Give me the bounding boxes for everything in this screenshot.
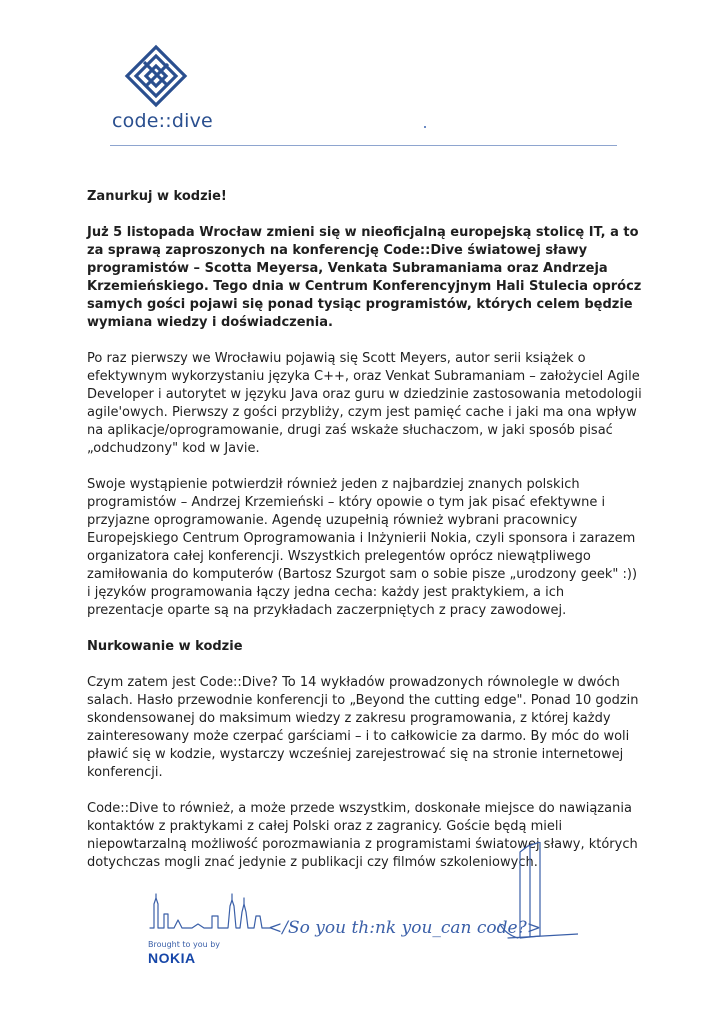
header-divider (110, 145, 617, 146)
footer-banner (148, 842, 578, 972)
paragraph-about: Czym zatem jest Code::Dive? To 14 wykładów prowadzonych równolegle w dwóch salach. Hasło przewodnie konferencji to „Beyond the cutting edge". Ponad 10 godzin skondensowanej do maksimum wiedzy z zakresu programowania, z której każdy zainteresowany może czerpać garściami – i to całkowicie za darmo. By móc do woli pławić się w kodzie, wystarczy wcześniej zarejestrować się na stronie internetowej konferencji. (87, 675, 639, 780)
slogan: </So you th:nk you_can code?> (268, 918, 541, 938)
lead-paragraph: Już 5 listopada Wrocław zmieni się w nieoficjalną europejską stolicę IT, a to za sprawą zaproszonych na konferencję Code::Dive światowej sławy programistów – Scotta Meyersa, Venkata Subramaniama oraz Andrzeja Krzemieńskiego. Tego dnia w Centrum Konferencyjnym Hali Stulecia oprócz samych gości pojawi się ponad tysiąc programistów, których celem będzie wymiana wiedzy i doświadczenia. (87, 225, 642, 330)
logo-text: code::dive (112, 110, 213, 132)
code-dive-logo (110, 44, 213, 134)
section-heading: Nurkowanie w kodzie (87, 639, 243, 654)
brought-by-label: Brought to you by (148, 940, 221, 949)
page-title: Zanurkuj w kodzie! (87, 189, 227, 204)
wroclaw-skyline-icon (148, 842, 578, 972)
paragraph-agenda: Swoje wystąpienie potwierdził również jeden z najbardziej znanych polskich programistów – Andrzej Krzemieński – który opowie o tym jak pisać efektywne i przyjazne oprogramowanie. Agendę uzupełnią również wybrani pracownicy Europejskiego Centrum Oprogramowania i Inżynierii Nokia, czyli sponsora i zarazem organizatora całej konferencji. Wszystkich prelegentów oprócz niewątpliwego zamiłowania do komputerów (Bartosz Szurgot sam o sobie pisze „urodzony geek" :)) i języków programowania łączy jedna cecha: każdy jest praktykiem, a ich prezentacje oparte są na przykładach zaczerpniętych z pracy zawodowej. (87, 477, 638, 618)
nokia-logo: NOKIA (148, 950, 196, 966)
paragraph-speakers: Po raz pierwszy we Wrocławiu pojawią się Scott Meyers, autor serii książek o efektywnym wykorzystaniu języka C++, oraz Venkat Subramaniam – założyciel Agile Developer i autorytet w języku Java oraz guru w dziedzinie zastosowania metodologii agile'owych. Pierwszy z gości przybliży, czym jest pamięć cache i jaki ma ona wpływ na aplikacje/oprogramowanie, drugi zaś wskaże słuchaczom, w jaki sposób pisać „odchudzony" kod w Javie. (87, 351, 642, 456)
paragraph-networking: Code::Dive to również, a może przede wszystkim, doskonałe miejsce do nawiązania kontaktów z praktykami z całej Polski oraz z zagranicy. Goście będą mieli niepowtarzalną możliwość porozmawiania z programistami światowej sławy, których dotychczas mogli znać jedynie z publikacji czy filmów szkoleniowych. (87, 801, 638, 870)
code-dive-logo-icon (124, 44, 188, 108)
article-body (87, 188, 642, 890)
header-dot (424, 126, 426, 128)
